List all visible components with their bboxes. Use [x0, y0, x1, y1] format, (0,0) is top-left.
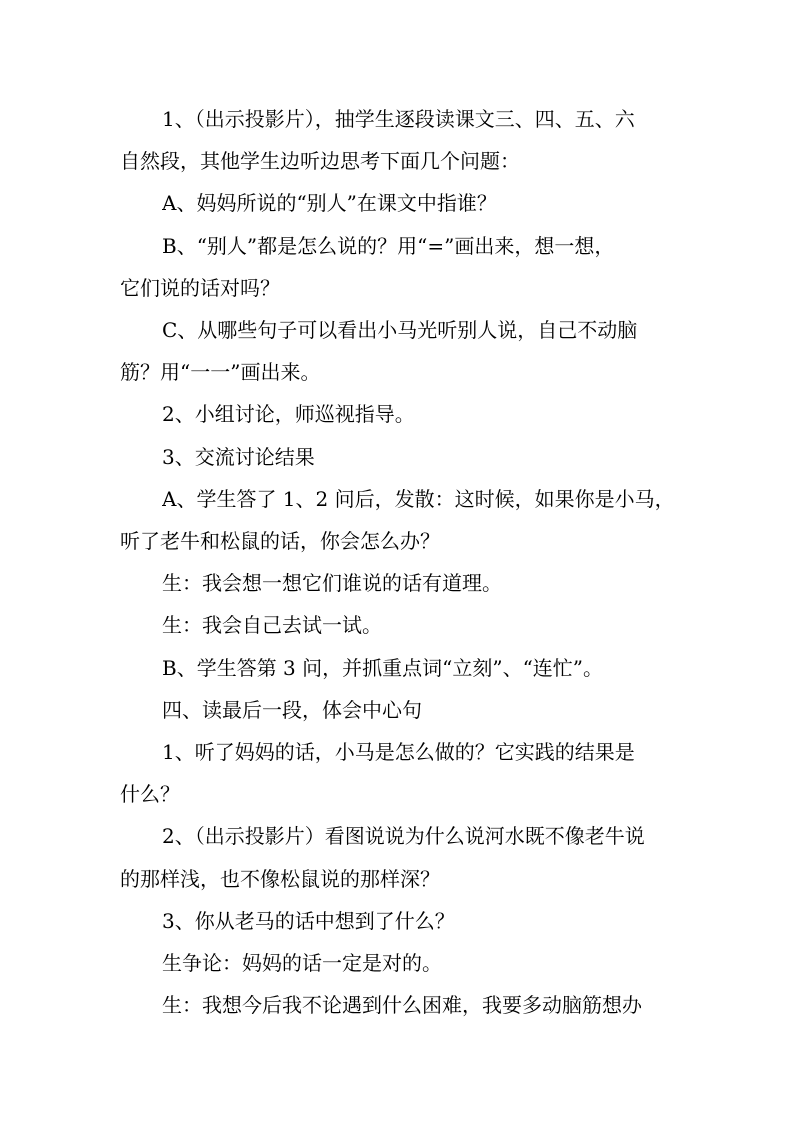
paragraph-line: 3、你从老马的话中想到了什么？	[162, 909, 455, 933]
paragraph-line: 自然段，其他学生边听边思考下面几个问题：	[120, 149, 520, 173]
paragraph-line: C、从哪些句子可以看出小马光听别人说，自己不动脑	[162, 318, 638, 342]
paragraph-line: 1、听了妈妈的话，小马是怎么做的？它实践的结果是	[162, 740, 635, 764]
paragraph-line: 2、（出示投影片）看图说说为什么说河水既不像老牛说	[162, 824, 645, 848]
paragraph-line: 2、小组讨论，师巡视指导。	[162, 402, 415, 426]
paragraph-line: 四、读最后一段，体会中心句	[162, 698, 422, 722]
paragraph-line: 3、交流讨论结果	[162, 445, 315, 469]
paragraph-line: A、学生答了 1、2 问后，发散：这时候，如果你是小马，	[162, 487, 675, 511]
paragraph-line: 筋？用“一一”画出来。	[120, 360, 321, 384]
paragraph-line: 什么？	[120, 782, 180, 806]
paragraph-line: 生争论：妈妈的话一定是对的。	[162, 951, 442, 975]
paragraph-line: B、学生答第 3 问，并抓重点词“立刻”、“连忙”。	[162, 656, 604, 680]
paragraph-line: A、妈妈所说的“别人”在课文中指谁？	[162, 191, 497, 215]
paragraph-line: 的那样浅，也不像松鼠说的那样深？	[120, 867, 440, 891]
paragraph-line: B、“别人”都是怎么说的？用“=”画出来，想一想，	[162, 234, 615, 258]
paragraph-line: 听了老牛和松鼠的话，你会怎么办？	[120, 529, 440, 553]
paragraph-line: 它们说的话对吗？	[120, 276, 280, 300]
paragraph-line: 生：我会自己去试一试。	[162, 613, 382, 637]
paragraph-line: 1、（出示投影片），抽学生逐段读课文三、四、五、六	[162, 107, 635, 131]
paragraph-line: 生：我会想一想它们谁说的话有道理。	[162, 571, 502, 595]
paragraph-line: 生：我想今后我不论遇到什么困难，我要多动脑筋想办	[162, 993, 642, 1017]
